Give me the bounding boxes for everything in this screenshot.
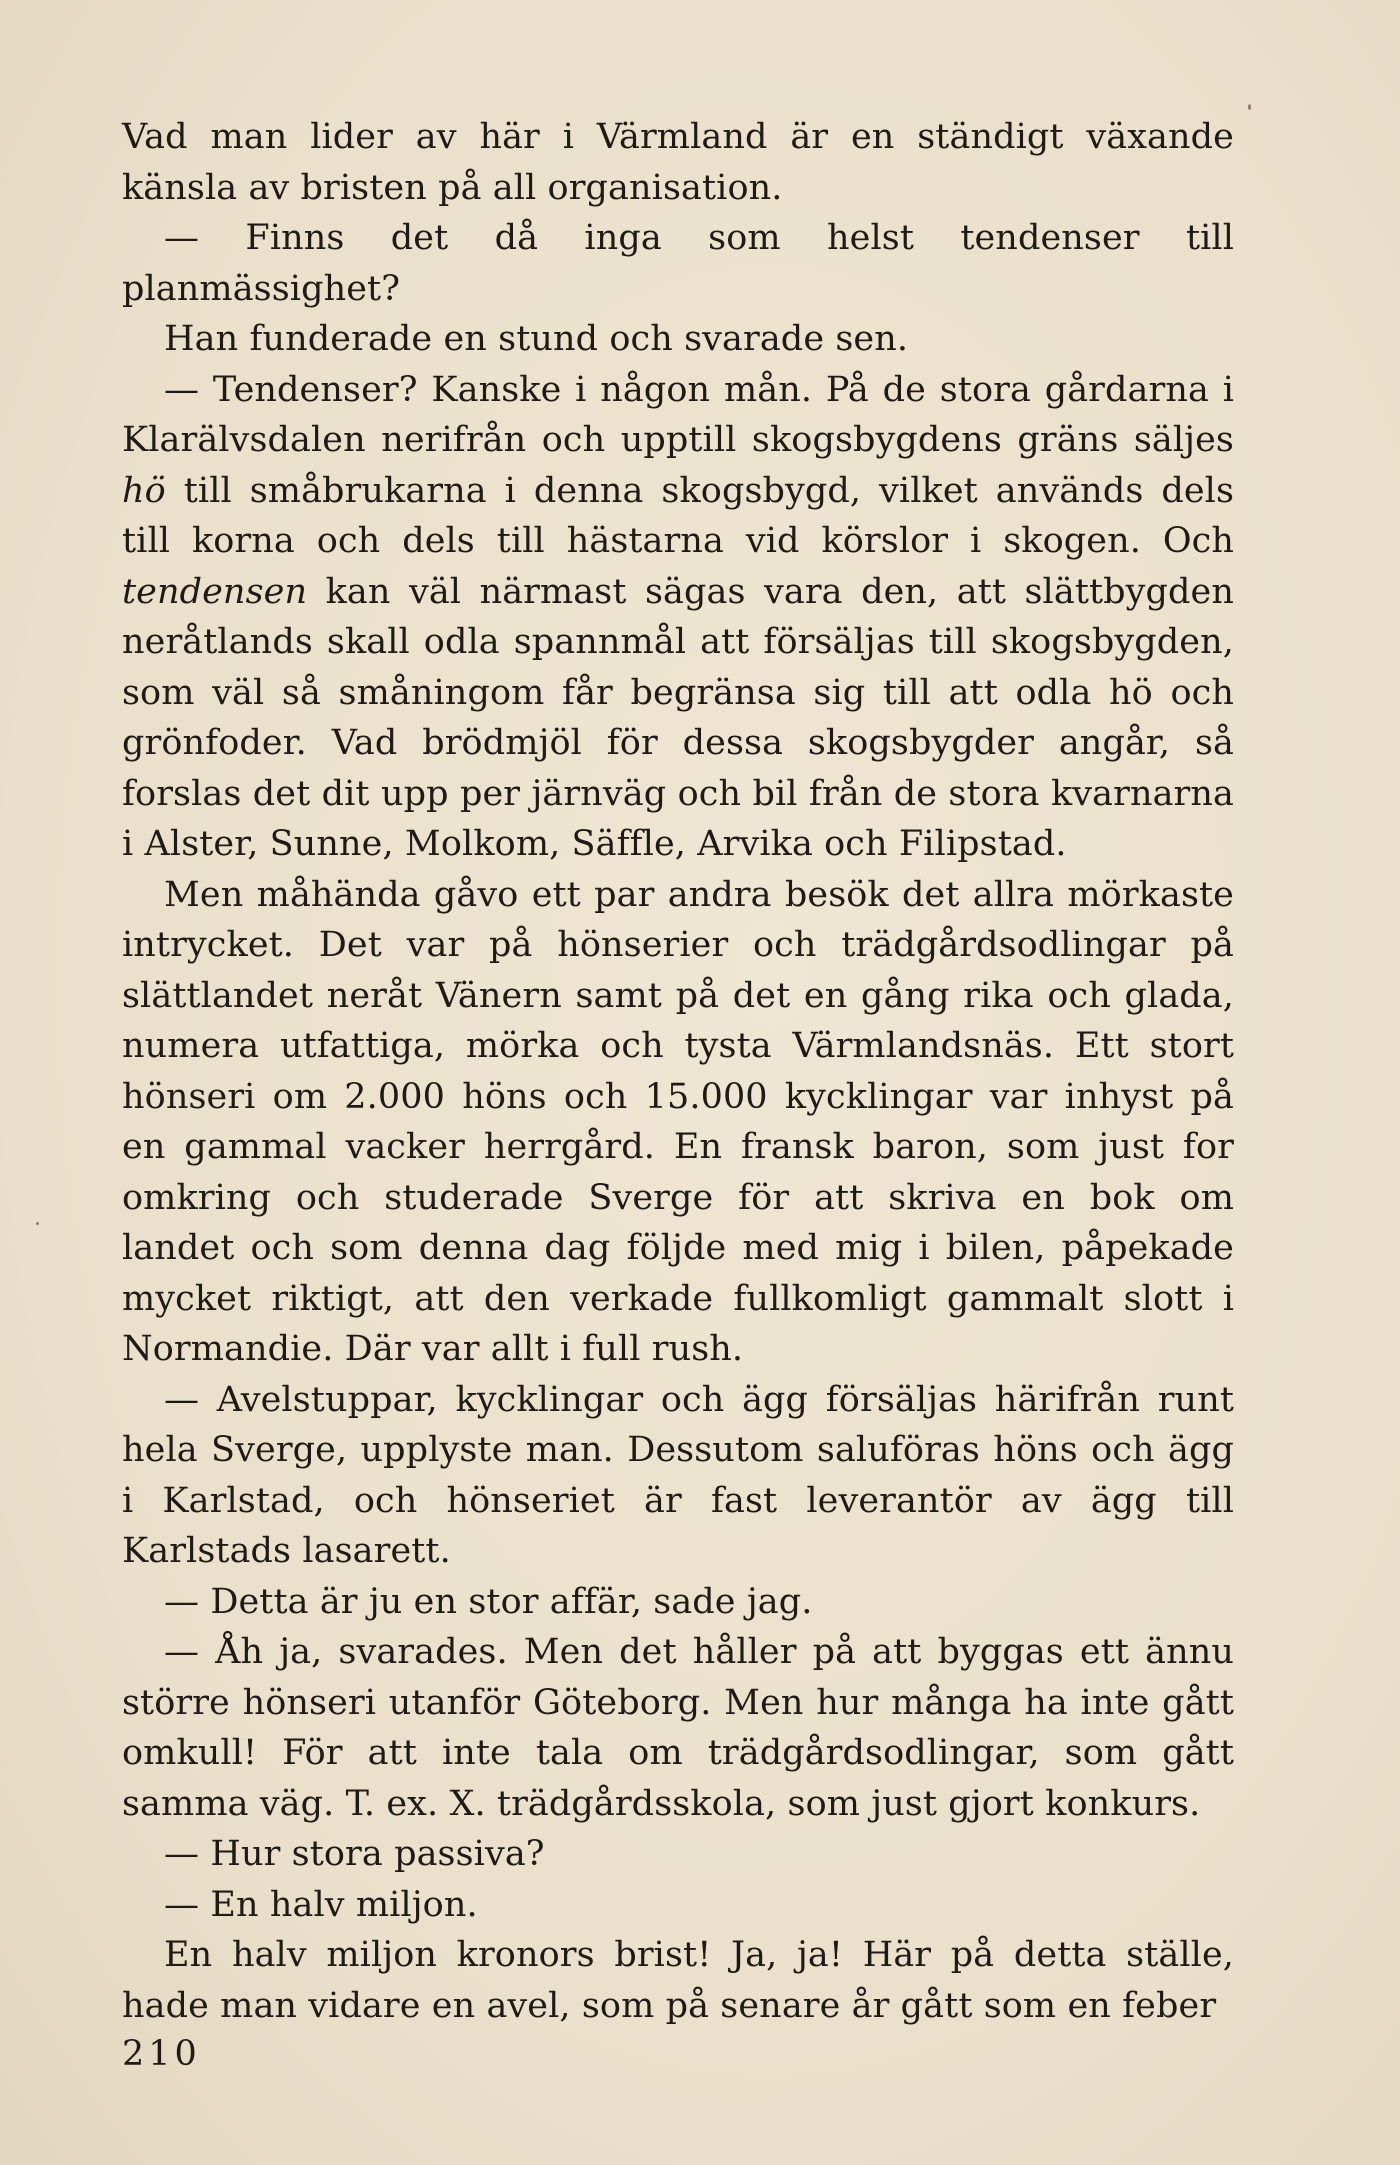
paper-speck <box>1248 104 1251 110</box>
text-run: Vad man lider av här i Värmland är en ständigt växande känsla av bristen på all organisation. <box>122 117 1234 208</box>
text-run: — Avelstuppar, kycklingar och ägg försäljas härifrån runt hela Sverge, upplyste man. Dessutom saluföras höns och ägg i Karlstad, och hönseriet är fast leverantör av ägg till Karlstads lasarett. <box>122 1379 1234 1571</box>
paragraph <box>122 870 1234 1375</box>
paragraph <box>122 365 1234 870</box>
text-run: — Hur stora passiva? <box>164 1834 545 1874</box>
text-run: — Tendenser? Kanske i någon mån. På de stora gårdarna i Klarälvsdalen nerifrån och upptill skogsbygdens gräns säljes <box>122 369 1234 460</box>
paragraph <box>122 213 1234 314</box>
text-run: Han funderade en stund och svarade sen. <box>164 319 909 359</box>
text-run: Men måhända gåvo ett par andra besök det allra mörkaste intrycket. Det var på hönserier och trädgårdsodlingar på slättlandet neråt Vänern samt på det en gång rika och glada, numera utfattiga, mörka och tysta Värmlandsnäs. Ett stort hönseri om 2.000 höns och 15.000 kycklingar var inhyst på en gammal vacker herrgård. En fransk baron, som just for omkring och studerade Sverge för att skriva en bok om landet och som denna dag följde med mig i bilen, påpekade mycket riktigt, att den verkade fullkomligt gammalt slott i Normandie. Där var allt i full rush. <box>122 874 1234 1369</box>
text-run: till småbrukarna i denna skogsbygd, vilket används dels till korna och dels till hästarna vid körslor i skogen. Och <box>122 470 1234 561</box>
paragraph <box>122 1829 1234 1880</box>
text-run: — En halv miljon. <box>164 1884 478 1925</box>
text-run: kan väl närmast sägas vara den, att slättbygden neråtlands skall odla spannmål att försäljas till skogsbygden, som väl så småningom får begränsa sig till att odla hö och grönfoder. Vad brödmjöl för dessa skogsbygder angår, så forslas det dit upp per järnväg och bil från de stora kvarnarna i Alster, Sunne, Molkom, Säffle, Arvika och Filipstad. <box>122 571 1234 864</box>
paragraph <box>122 112 1234 213</box>
text-run: — Detta är ju en stor affär, sade jag. <box>164 1581 813 1622</box>
paragraph <box>122 1880 1234 1931</box>
paragraph <box>122 314 1234 365</box>
text-run: — Åh ja, svarades. Men det håller på att byggas ett ännu större hönseri utanför Göteborg. Men hur många ha inte gått omkull! För att inte tala om trädgårdsodlingar, som gått samma väg. T. ex. X. trädgårdsskola, som just gjort konkurs. <box>122 1632 1234 1824</box>
paragraph <box>122 1930 1234 2031</box>
body-text <box>122 112 1234 2031</box>
text-run: — Finns det då inga som helst tendenser till planmässighet? <box>122 218 1234 309</box>
paragraph <box>122 1375 1234 1577</box>
italic-text: hö <box>122 470 166 511</box>
paragraph <box>122 1627 1234 1829</box>
text-run: En halv miljon kronors brist! Ja, ja! Här på detta ställe, hade man vidare en avel, som på senare år gått som en feber <box>122 1935 1234 2026</box>
page-number: 210 <box>122 2034 201 2074</box>
italic-text: tendensen <box>122 571 308 612</box>
paragraph <box>122 1577 1234 1628</box>
paper-speck <box>36 1222 39 1225</box>
